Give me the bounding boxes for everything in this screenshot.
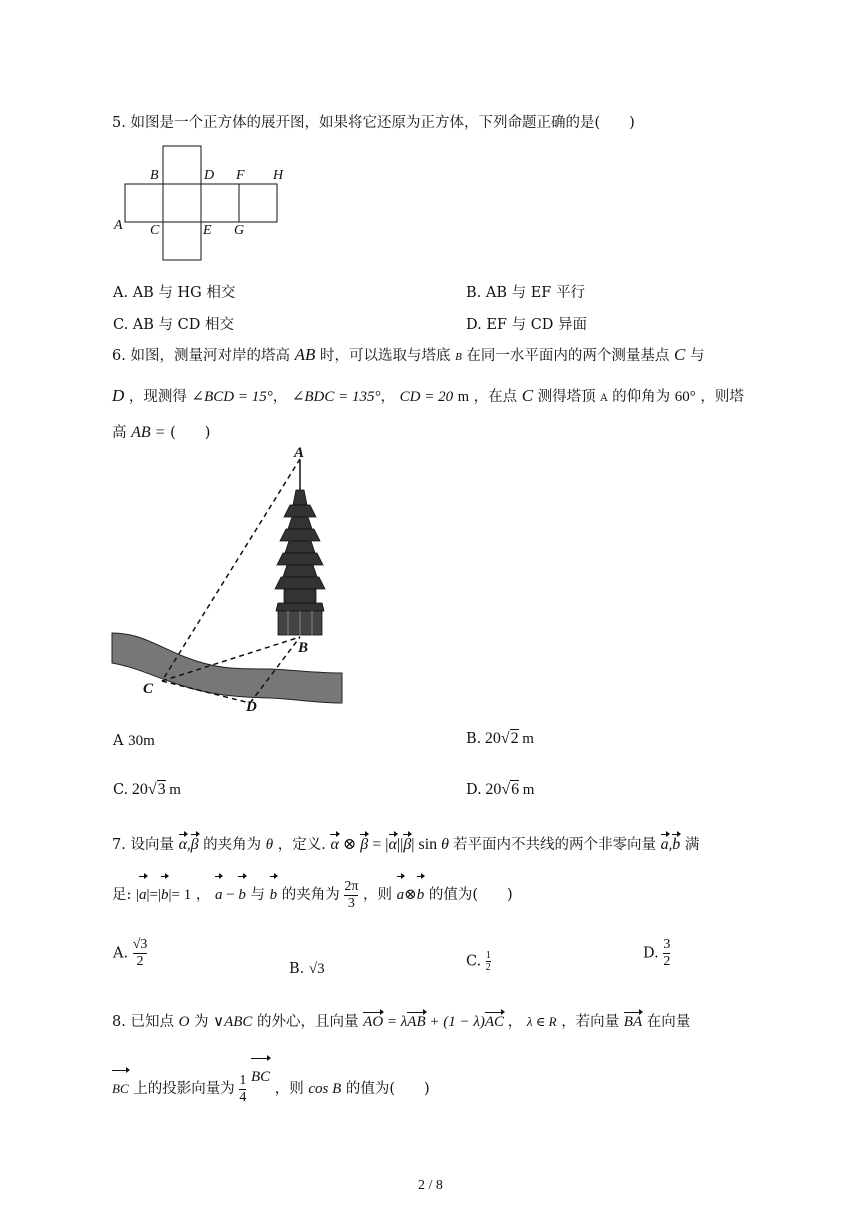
q7-option-a[interactable]: A. $\frac{√3}{2}$ [113,937,148,969]
cube-net-figure [108,140,308,270]
fig-label-c: C [143,681,154,697]
q5-stem: 5. 如图是一个正方体的展开图，如果将它还原为正方体，下列命题正确的是( ) [112,115,635,131]
net-square-top [163,146,201,184]
q8-line-1: 8. 已知点 O 为 ∨ABC 的外心，且向量 AO = λAB + (1 − λ)AC ， λ ∈ R ，若向量 BA 在向量 [112,1014,691,1030]
net-label-f: F [236,168,245,183]
page-number: 2 / 8 [418,1178,443,1193]
net-square-3 [201,184,239,222]
q8-line-2: BC 上的投影向量为 $\frac{1}{4}$ BC ，则 cos B 的值为( ) [112,1060,430,1106]
q7-option-b[interactable]: B. √3 [289,961,325,977]
q7-option-c[interactable]: C. $\frac{1}{2}$ [466,950,491,973]
net-square-1 [125,184,163,222]
net-square-bottom [163,222,201,260]
net-label-h: H [273,168,284,183]
net-square-4 [239,184,277,222]
q7-angle-fraction: $\frac{2\pi}{3}$ [344,878,359,911]
fig-label-a: A [294,445,305,461]
q6-line-1: 6. 如图，测量河对岸的塔高 AB 时，可以选取与塔底 B 在同一水平面内的两个测量基点 C 与 [112,345,705,364]
net-label-e: E [203,223,212,238]
tower-river-figure [110,445,345,720]
q5-option-a[interactable]: A. AB 与 HG 相交 [113,285,236,301]
q5-option-d[interactable]: D. EF 与 CD 异面 [466,317,588,333]
net-label-a: A [114,218,123,233]
q6-line-2: D ，现测得 ∠BCD = 15°， ∠BDC = 135°， CD = 20 m ，在点 C 测得塔顶 A 的仰角为 60° ，则塔 [112,386,744,405]
net-square-2 [163,184,201,222]
q6-option-c[interactable]: C. 20√3 m [113,781,181,798]
q7-line-2: 足: |a|=|b|= 1 ， a − b 与 b 的夹角为 $\frac{2\pi}{3}$ ，则 a⊗b 的值为( ) [112,878,513,911]
fig-label-d: D [246,699,257,715]
net-label-g: G [234,223,245,238]
q7-line-1: 7. 设向量 α,β 的夹角为 θ ，定义. α ⊗ β = |α||β| sin θ 若平面内不共线的两个非零向量 a,b 满 [112,836,700,853]
q8-projection-fraction: $\frac{1}{4}$ [239,1072,247,1105]
q6-option-d[interactable]: D. 20√6 m [466,781,535,798]
fig-label-b: B [298,640,309,656]
q6-option-a[interactable]: A 30m [113,733,155,749]
net-label-c: C [150,223,160,238]
q6-option-b[interactable]: B. 20√2 m [466,730,534,747]
q5-option-c[interactable]: C. AB 与 CD 相交 [113,317,234,333]
line-ac [162,459,300,681]
net-label-b: B [150,168,159,183]
q6-line-3: 高 AB = ( ) [112,424,211,441]
net-label-d: D [204,168,215,183]
pagoda-tower [275,460,325,635]
q7-option-d[interactable]: D. $\frac{3}{2}$ [643,937,671,969]
q5-option-b[interactable]: B. AB 与 EF 平行 [466,285,585,301]
